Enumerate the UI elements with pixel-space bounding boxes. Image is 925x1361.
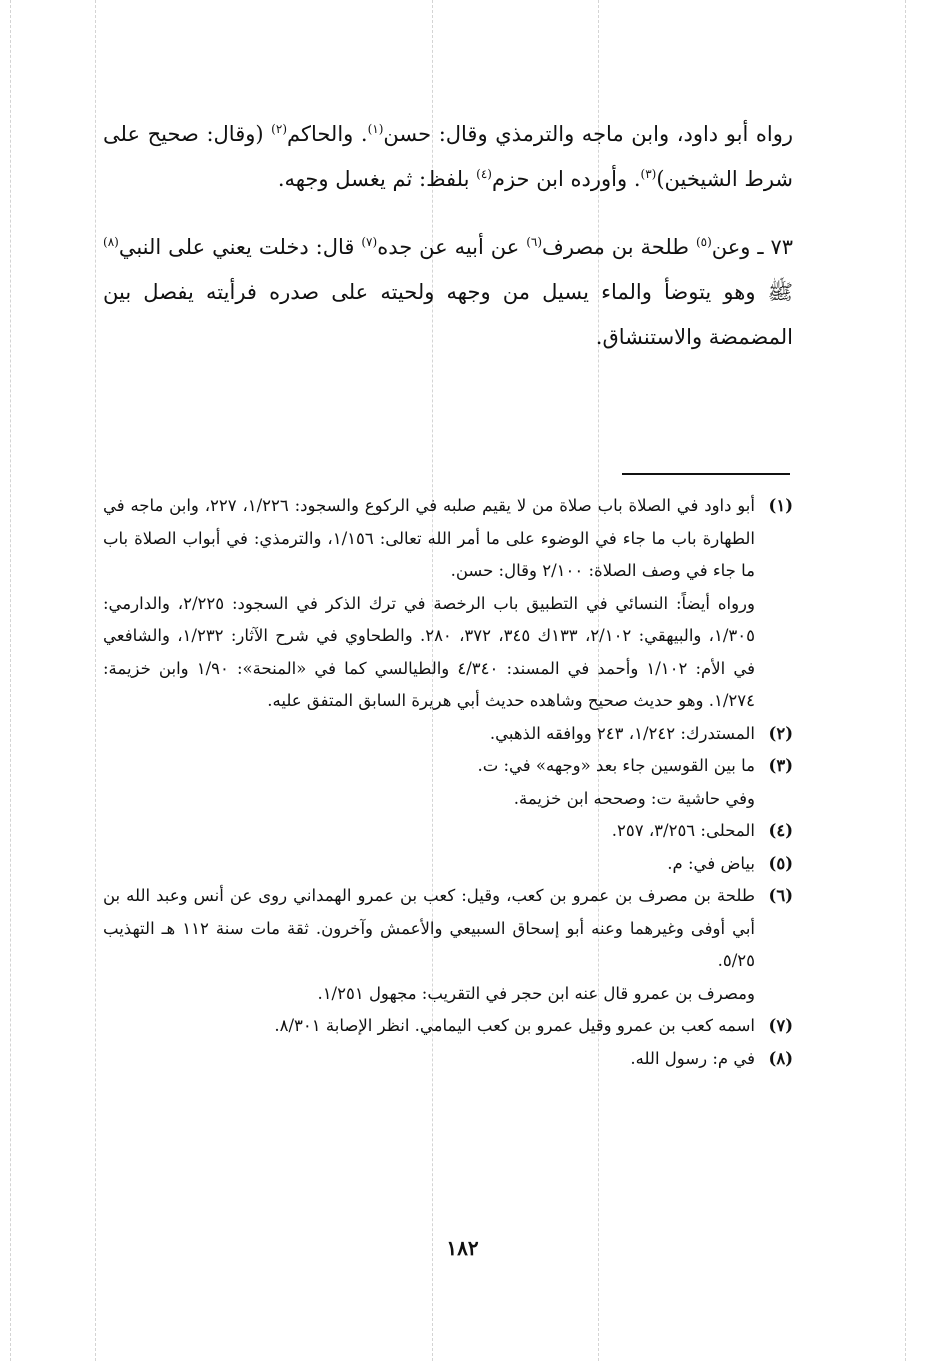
footnote-1: (١) أبو داود في الصلاة باب صلاة من لا يقيم صلبه في الركوع والسجود: ١/٢٢٦، ٢٢٧، وابن ماجه في الطهارة باب ما جاء في الوضوء على ما أمر الله تعالى: ١/١٥٦، والترمذي: في أبواب الصلاة باب ما جاء في وصف الصلاة: ٢/١٠٠ وقال: حسن. [103, 496, 793, 580]
paragraph-hadith-73: ٧٣ ـ وعن$^{(٥)}$ طلحة بن مصرف$^{(٦)}$ عن أبيه عن جده$^{(٧)}$ قال: دخلت يعني على النبي$^{(٨)}$ ﷺ وهو يتوضأ والماء يسيل من وجهه ولحيته على صدره فرأيته يفصل بين المضمضة والاستنشاق. [103, 235, 794, 349]
footnote-3-continued: وفي حاشية ت: وصححه ابن خزيمة. [513, 788, 755, 808]
footnote-separator [622, 473, 790, 475]
footnote-2: (٢) المستدرك: ١/٢٤٢، ٢٤٣ ووافقه الذهبي. [489, 723, 793, 743]
footnote-ref: (١) [367, 122, 384, 136]
main-text [103, 112, 793, 360]
footnote-6-continued: ومصرف بن عمرو قال عنه ابن حجر في التقريب: مجهول ١/٢٥١. [317, 983, 755, 1003]
footnote-6: (٦) طلحة بن مصرف بن عمرو بن كعب، وقيل: كعب بن عمرو الهمداني روى عن أنس وعبد الله بن أبي أوفى وغيرهما وعنه أبو إسحاق السبيعي والأعمش وآخرون. ثقة مات سنة ١١٢ هـ التهذيب ٥/٢٥. [103, 886, 793, 970]
footnote-ref: (٨) [103, 235, 119, 249]
footnote-1-continued: ورواه أيضاً: النسائي في التطبيق باب الرخصة في ترك الذكر في السجود: ٢/٢٢٥، والدارمي: ١/٣٠٥، والبيهقي: ٢/١٠٢، ١٣٣ك ٣٤٥، ٣٧٢، ٢٨٠. والطحاوي في شرح الآثار: ١/٢٣٢، والشافعي في الأم: ١/١٠٢ وأحمد في المسند: ٤/٣٤٠ والطيالسي كما في «المنحة»: ١/٩٠ وابن خزيمة: ١/٢٧٤. وهو حديث صحيح وشاهده حديث أبي هريرة السابق المتفق عليه. [103, 593, 755, 710]
footnote-3: (٣) ما بين القوسين جاء بعد «وجهه» في: ت. [477, 756, 793, 775]
footnote-ref: (٢) [271, 122, 287, 136]
footnote-ref: (٥) [695, 235, 712, 249]
paragraph-narration: رواه أبو داود، وابن ماجه والترمذي وقال: حسن$^{(١)}$. والحاكم$^{(٢)}$ (وقال: صحيح على شرط الشيخين)$^{(٣)}$. وأورده ابن حزم$^{(٤)}$ بلفظ: ثم يغسل وجهه. [103, 122, 793, 191]
footnote-5: (٥) بياض في: م. [667, 853, 793, 873]
scan-guide-line [10, 0, 11, 1361]
footnote-ref: (٣) [640, 167, 657, 181]
footnote-8: (٨) في م: رسول الله. [630, 1048, 793, 1068]
scan-guide-line [95, 0, 96, 1361]
scan-guide-line [905, 0, 906, 1361]
footnote-4: (٤) المحلى: ٣/٢٥٦، ٢٥٧. [611, 821, 793, 840]
page-number: ١٨٢ [446, 1236, 479, 1260]
footnote-ref: (٤) [476, 167, 492, 181]
footnote-ref: (٦) [526, 235, 543, 249]
footnote-7: (٧) اسمه كعب بن عمرو وقيل عمرو بن كعب اليمامي. انظر الإصابة ٨/٣٠١. [274, 1016, 793, 1035]
footnote-ref: (٧) [361, 235, 378, 249]
footnotes [103, 490, 793, 1075]
